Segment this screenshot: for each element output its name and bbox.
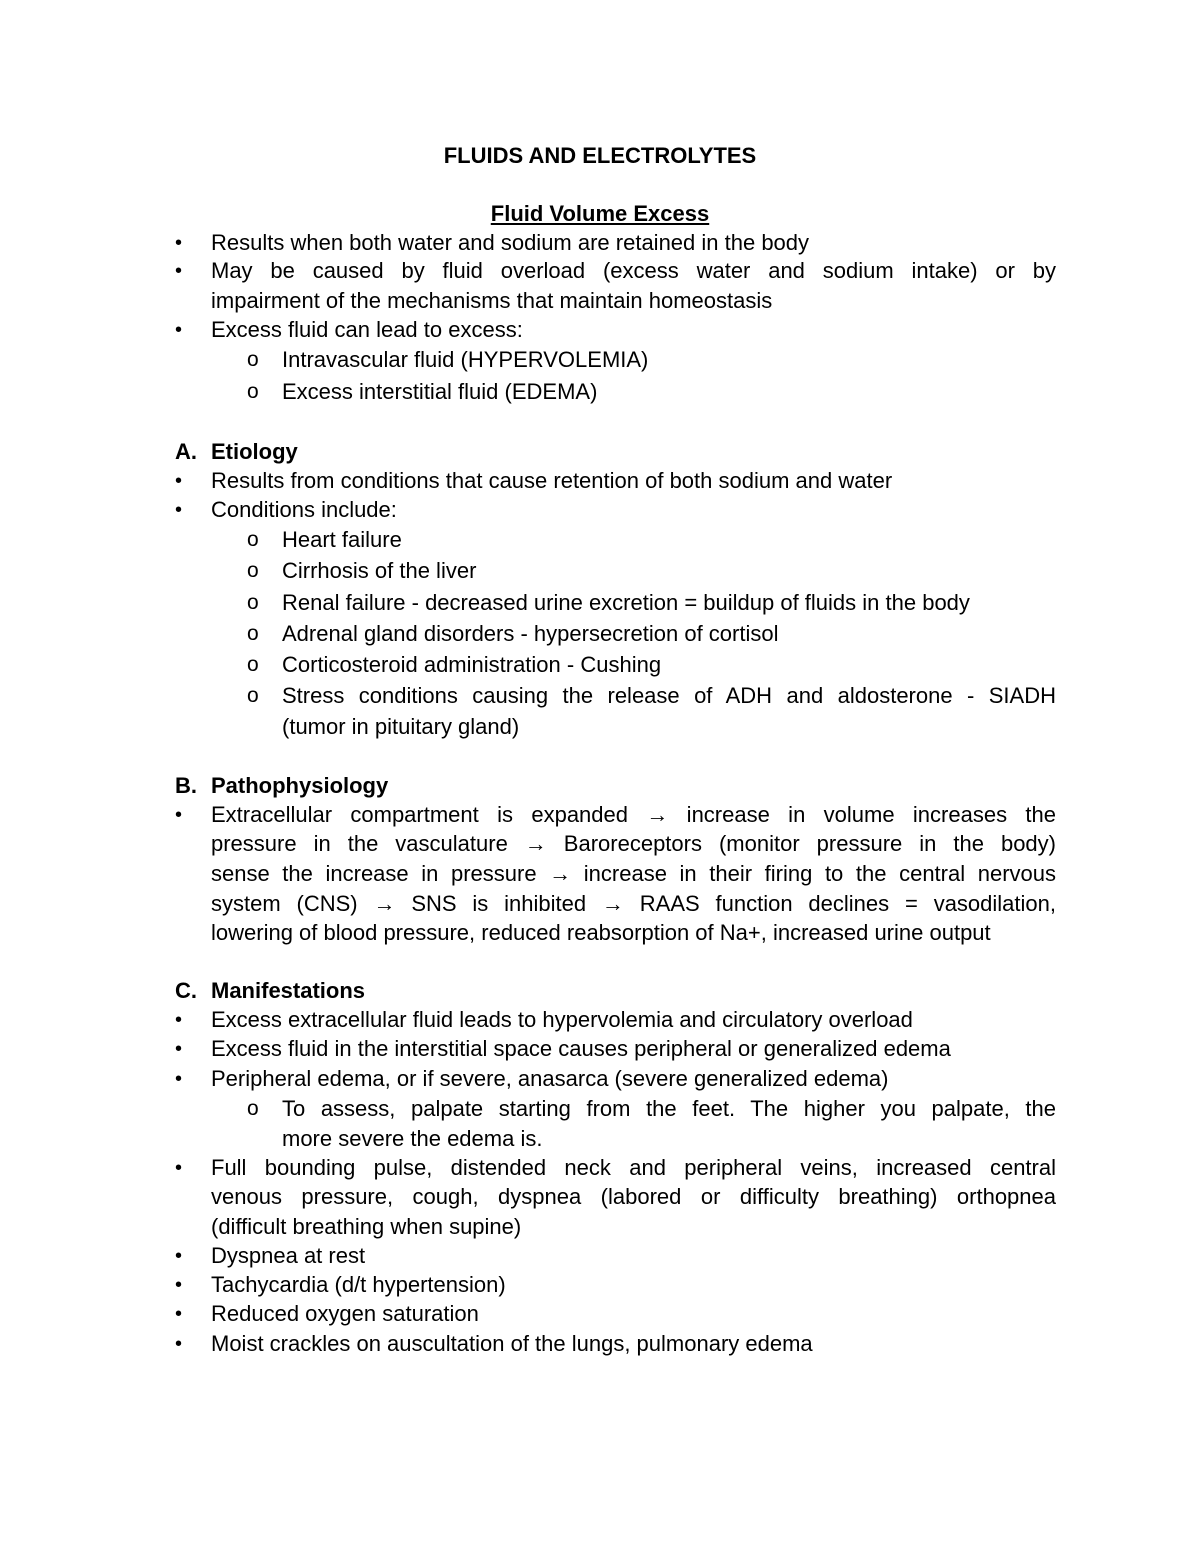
bullet-icon: • bbox=[175, 1303, 183, 1325]
sub-list-item: Cirrhosis of the liver bbox=[282, 558, 477, 583]
list-item: Dyspnea at rest bbox=[211, 1243, 366, 1268]
sub-list-item: Corticosteroid administration - Cushing bbox=[282, 652, 662, 677]
section-label: C. bbox=[175, 978, 197, 1003]
list-item: Results from conditions that cause retention of both sodium and water bbox=[211, 468, 893, 493]
sub-list-item: Stress conditions causing the release of ADH and aldosterone - SIADH bbox=[282, 683, 1056, 708]
bullet-icon: • bbox=[175, 1333, 183, 1355]
bullet-icon: • bbox=[175, 1038, 183, 1060]
document-title: FLUIDS AND ELECTROLYTES bbox=[443, 143, 757, 168]
list-item: Excess fluid in the interstitial space causes peripheral or generalized edema bbox=[211, 1036, 951, 1061]
sub-list-item: Adrenal gland disorders - hypersecretion of cortisol bbox=[282, 621, 779, 646]
list-item: Moist crackles on auscultation of the lungs, pulmonary edema bbox=[211, 1331, 813, 1356]
list-item: Full bounding pulse, distended neck and peripheral veins, increased central bbox=[211, 1155, 1056, 1180]
sub-list-item: Intravascular fluid (HYPERVOLEMIA) bbox=[282, 347, 649, 372]
sub-list-item: To assess, palpate starting from the feet. The higher you palpate, the bbox=[282, 1096, 1056, 1121]
section-title: Fluid Volume Excess bbox=[490, 201, 710, 226]
list-item-continuation: (difficult breathing when supine) bbox=[211, 1214, 522, 1239]
sub-bullet-icon: o bbox=[247, 348, 259, 371]
sub-bullet-icon: o bbox=[247, 380, 259, 403]
list-item: Conditions include: bbox=[211, 497, 397, 522]
bullet-icon: • bbox=[175, 499, 183, 521]
bullet-icon: • bbox=[175, 804, 183, 826]
list-item: Excess fluid can lead to excess: bbox=[211, 317, 523, 342]
sub-bullet-icon: o bbox=[247, 559, 259, 582]
bullet-icon: • bbox=[175, 1009, 183, 1031]
sub-list-item-continuation: more severe the edema is. bbox=[282, 1126, 543, 1151]
sub-list-item: Heart failure bbox=[282, 527, 402, 552]
list-item-continuation: impairment of the mechanisms that maintain homeostasis bbox=[211, 288, 773, 313]
bullet-icon: • bbox=[175, 470, 183, 492]
list-item-continuation: venous pressure, cough, dyspnea (labored or difficulty breathing) orthopnea bbox=[211, 1184, 1056, 1209]
section-heading-pathophysiology: Pathophysiology bbox=[211, 773, 389, 798]
bullet-icon: • bbox=[175, 232, 183, 254]
paragraph-line: lowering of blood pressure, reduced reabsorption of Na+, increased urine output bbox=[211, 920, 991, 945]
sub-bullet-icon: o bbox=[247, 1097, 259, 1120]
sub-bullet-icon: o bbox=[247, 591, 259, 614]
paragraph-line: pressure in the vasculature → Baroreceptors (monitor pressure in the body) bbox=[211, 831, 1056, 856]
sub-list-item: Renal failure - decreased urine excretion = buildup of fluids in the body bbox=[282, 590, 970, 615]
bullet-icon: • bbox=[175, 1068, 183, 1090]
sub-bullet-icon: o bbox=[247, 684, 259, 707]
sub-list-item-continuation: (tumor in pituitary gland) bbox=[282, 714, 520, 739]
section-label: B. bbox=[175, 773, 197, 798]
sub-bullet-icon: o bbox=[247, 528, 259, 551]
bullet-icon: • bbox=[175, 319, 183, 341]
list-item: Results when both water and sodium are retained in the body bbox=[211, 230, 810, 255]
bullet-icon: • bbox=[175, 1157, 183, 1179]
bullet-icon: • bbox=[175, 1245, 183, 1267]
sub-bullet-icon: o bbox=[247, 622, 259, 645]
paragraph-line: Extracellular compartment is expanded → increase in volume increases the bbox=[211, 802, 1056, 827]
section-label: A. bbox=[175, 439, 197, 464]
list-item: Excess extracellular fluid leads to hypervolemia and circulatory overload bbox=[211, 1007, 913, 1032]
bullet-icon: • bbox=[175, 260, 183, 282]
list-item: Reduced oxygen saturation bbox=[211, 1301, 479, 1326]
sub-list-item: Excess interstitial fluid (EDEMA) bbox=[282, 379, 598, 404]
bullet-icon: • bbox=[175, 1274, 183, 1296]
list-item: Tachycardia (d/t hypertension) bbox=[211, 1272, 506, 1297]
section-heading-etiology: Etiology bbox=[211, 439, 298, 464]
paragraph-line: sense the increase in pressure → increase in their firing to the central nervous bbox=[211, 861, 1056, 886]
sub-bullet-icon: o bbox=[247, 653, 259, 676]
section-heading-manifestations: Manifestations bbox=[211, 978, 366, 1003]
list-item: May be caused by fluid overload (excess water and sodium intake) or by bbox=[211, 258, 1056, 283]
list-item: Peripheral edema, or if severe, anasarca (severe generalized edema) bbox=[211, 1066, 889, 1091]
paragraph-line: system (CNS) → SNS is inhibited → RAAS function declines = vasodilation, bbox=[211, 891, 1056, 916]
